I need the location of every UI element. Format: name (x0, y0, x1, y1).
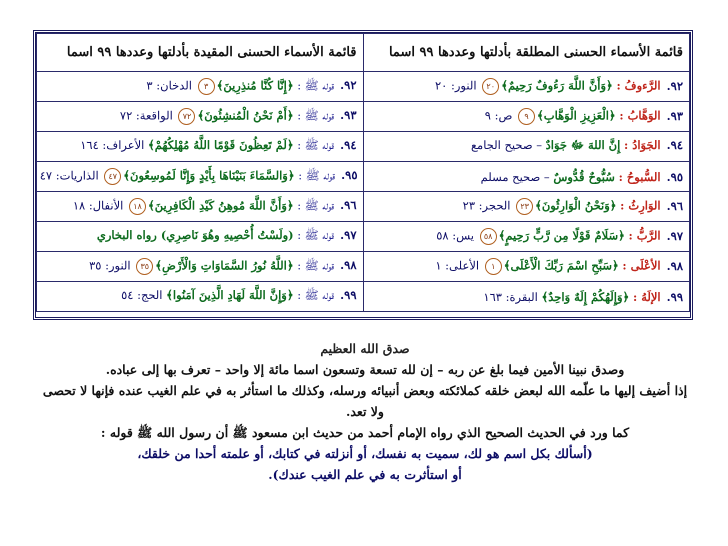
entry-number: ٩٢. (666, 78, 683, 93)
entry-number: ٩٨. (666, 258, 683, 273)
restricted-name-cell (37, 192, 364, 222)
divine-name: الوَارِثُ : (620, 198, 661, 213)
entry-label: قوله ﷺ : (297, 258, 335, 273)
entry-label: قوله ﷺ : (297, 108, 335, 123)
entry-number: ٩٢. (340, 78, 357, 93)
verse-text: ﴿وَأَنَّ اللَّهَ مُوهِنُ كَيْدِ الْكَافِرِينَ﴾ (148, 198, 294, 213)
verse-text: ﴿إِنَّا كُنَّا مُنذِرِينَ﴾ (216, 78, 294, 93)
entry-number: ٩٧. (340, 228, 357, 242)
absolute-name-cell (363, 72, 690, 102)
entry-number: ٩٣. (340, 108, 357, 123)
verse-text: ﴿لَمْ تَعِظُونَ قَوْمًا اللَّهُ مُهْلِكُهُمْ﴾ (148, 138, 294, 152)
verse-reference: الحجر: ٢٣ (462, 198, 511, 213)
divine-name: الرَّءوفُ : (616, 78, 661, 93)
entry-number: ٩٨. (340, 258, 357, 273)
footer-text-block (40, 338, 690, 485)
header-absolute-names: قائمة الأسماء الحسنى المطلقة بأدلتها وعددها ٩٩ اسما (363, 34, 690, 72)
verse-text: ﴿وَنَحْنُ الْوَارِثُونَ﴾ (535, 198, 617, 213)
verse-text: ﴿وَإِلَهُكُمْ إِلَهٌ وَاحِدٌ﴾ (541, 289, 630, 304)
verse-number-marker: ٩ (518, 108, 535, 125)
verse-number-marker: ٥٨ (480, 228, 497, 245)
verse-reference: الأعراف: ١٦٤ (80, 138, 145, 152)
verse-text: سُبُّوحٌ قُدُّوسٌ (553, 169, 615, 184)
divine-name: الجَوَادُ : (623, 138, 661, 152)
restricted-name-cell (37, 252, 364, 282)
entry-number: ٩٥. (341, 168, 358, 183)
entry-number: ٩٩. (666, 289, 683, 304)
table-row (37, 192, 690, 222)
table-row (37, 132, 690, 162)
footer-line-3: إذا أضيف إليها ما علّمه الله لبعض خلقه كملائكته وبعض أنبيائه ورسله، وكذلك ما استأثر به في علم الغيب عنده فإنها لا تحصى ولا تعد. (42, 383, 688, 419)
entry-number: ٩٦. (340, 198, 357, 213)
table-header-row (37, 34, 690, 72)
entry-label: قوله ﷺ : (297, 228, 335, 242)
divine-name: الإلَهُ : (632, 289, 661, 304)
verse-number-marker: ٧٢ (178, 108, 195, 125)
restricted-name-cell (37, 162, 364, 192)
verse-reference: ص: ٩ (484, 108, 513, 123)
verse-text: إِنَّ اللهَ ﷻ جَوَادٌ (545, 138, 621, 152)
verse-text: ﴿وَالسَّمَاءَ بَنَيْنَاهَا بِأَيْدٍ وَإِنَّا لَمُوسِعُونَ﴾ (123, 168, 295, 183)
verse-number-marker: ٢٠ (482, 78, 499, 95)
header-restricted-names: قائمة الأسماء الحسنى المقيدة بأدلتها وعددها ٩٩ اسما (37, 34, 364, 72)
entry-number: ٩٥. (666, 169, 683, 184)
table-row (37, 252, 690, 282)
entry-number: ٩٤. (666, 138, 683, 152)
verse-number-marker: ١ (485, 258, 502, 275)
entry-number: ٩٩. (340, 288, 357, 302)
divine-name: السُّبوحُ : (618, 169, 661, 184)
verse-text: ﴿وَأَنَّ اللَّهَ رَءُوفٌ رَحِيمٌ﴾ (501, 78, 613, 93)
footer-line-1: صدق الله العظيم (320, 341, 410, 356)
verse-reference: الذاريات: ٤٧ (39, 168, 99, 183)
absolute-name-cell (363, 282, 690, 312)
verse-number-marker: ١٨ (129, 198, 146, 215)
verse-reference: النور: ٢٠ (434, 78, 477, 93)
absolute-name-cell (363, 102, 690, 132)
verse-reference: – صحيح مسلم (480, 169, 550, 184)
verse-reference: الأنفال: ١٨ (72, 198, 124, 213)
verse-text: ﴿سَلَامٌ قَوْلًا مِن رَّبٍّ رَحِيمٍ﴾ (498, 228, 625, 243)
verse-number-marker: ٢٣ (516, 198, 533, 215)
table-row (37, 72, 690, 102)
absolute-name-cell (363, 132, 690, 162)
entry-label: قوله ﷺ : (297, 198, 335, 213)
absolute-name-cell (363, 252, 690, 282)
verse-text: ﴿وَإِنَّ اللَّهَ لَهَادِ الَّذِينَ آمَنُوا﴾ (166, 288, 294, 302)
verse-reference: النور: ٣٥ (89, 258, 131, 273)
verse-text: ﴿اللَّهُ نُورُ السَّمَاوَاتِ وَالْأَرْضِ﴾ (155, 258, 294, 273)
names-table-frame (33, 30, 693, 320)
verse-reference: البقرة: ١٦٣ (483, 289, 538, 304)
verse-reference: الحج: ٥٤ (121, 288, 163, 302)
verse-reference: الواقعة: ٧٢ (119, 108, 173, 123)
footer-line-6: أو استأثرت به في علم الغيب عندك). (268, 467, 462, 482)
restricted-name-cell (37, 282, 364, 312)
footer-line-5: (أسألك بكل اسم هو لك، سميت به نفسك، أو أنزلته في كتابك، أو علمته أحدا من خلقك، (137, 446, 593, 461)
absolute-name-cell (363, 162, 690, 192)
entry-number: ٩٦. (666, 198, 683, 213)
table-row (37, 162, 690, 192)
verse-number-marker: ٣ (198, 78, 215, 95)
verse-number-marker: ٤٧ (104, 168, 121, 185)
entry-label: قوله ﷺ : (298, 168, 336, 183)
table-row (37, 102, 690, 132)
verse-text: (ولَسْتُ أُحْصِيهِ وهُوَ نَاصِرِي) رواه البخاري (96, 228, 294, 242)
verse-number-marker: ٣٥ (136, 258, 153, 275)
entry-label: قوله ﷺ : (297, 288, 335, 302)
footer-line-4: كما ورد في الحديث الصحيح الذي رواه الإمام أحمد من حديث ابن مسعود ﷺ أن رسول الله ﷺ قوله : (100, 425, 630, 440)
restricted-name-cell (37, 72, 364, 102)
verse-reference: – صحيح الجامع (470, 138, 542, 152)
verse-reference: يس: ٥٨ (436, 228, 474, 243)
verse-reference: الدخان: ٣ (146, 78, 192, 93)
absolute-name-cell (363, 192, 690, 222)
verse-text: ﴿الْعَزِيزِ الْوَهَّابِ﴾ (537, 108, 616, 123)
verse-text: ﴿سَبِّحِ اسْمَ رَبِّكَ الْأَعْلَى﴾ (503, 258, 619, 273)
divine-name: الوَهَّابُ : (619, 108, 661, 123)
table-row (37, 222, 690, 252)
divine-name: الرَّبُّ : (628, 228, 661, 243)
entry-number: ٩٧. (666, 228, 683, 243)
restricted-name-cell (37, 222, 364, 252)
entry-number: ٩٣. (666, 108, 683, 123)
entry-label: قوله ﷺ : (297, 78, 335, 93)
entry-label: قوله ﷺ : (297, 138, 335, 152)
restricted-name-cell (37, 132, 364, 162)
entry-number: ٩٤. (340, 138, 357, 152)
verse-reference: الأعلى: ١ (435, 258, 480, 273)
verse-text: ﴿أَمْ نَحْنُ الْمُنشِئُونَ﴾ (197, 108, 294, 123)
absolute-name-cell (363, 222, 690, 252)
names-table (36, 33, 690, 312)
table-row (37, 282, 690, 312)
restricted-name-cell (37, 102, 364, 132)
divine-name: الأعْلَى : (622, 258, 661, 273)
footer-line-2: وصدق نبينا الأمين فيما بلغ عن ربه – إن لله تسعة وتسعون اسما مائة إلا واحد – تعرف بها إلى عباده. (105, 362, 625, 377)
